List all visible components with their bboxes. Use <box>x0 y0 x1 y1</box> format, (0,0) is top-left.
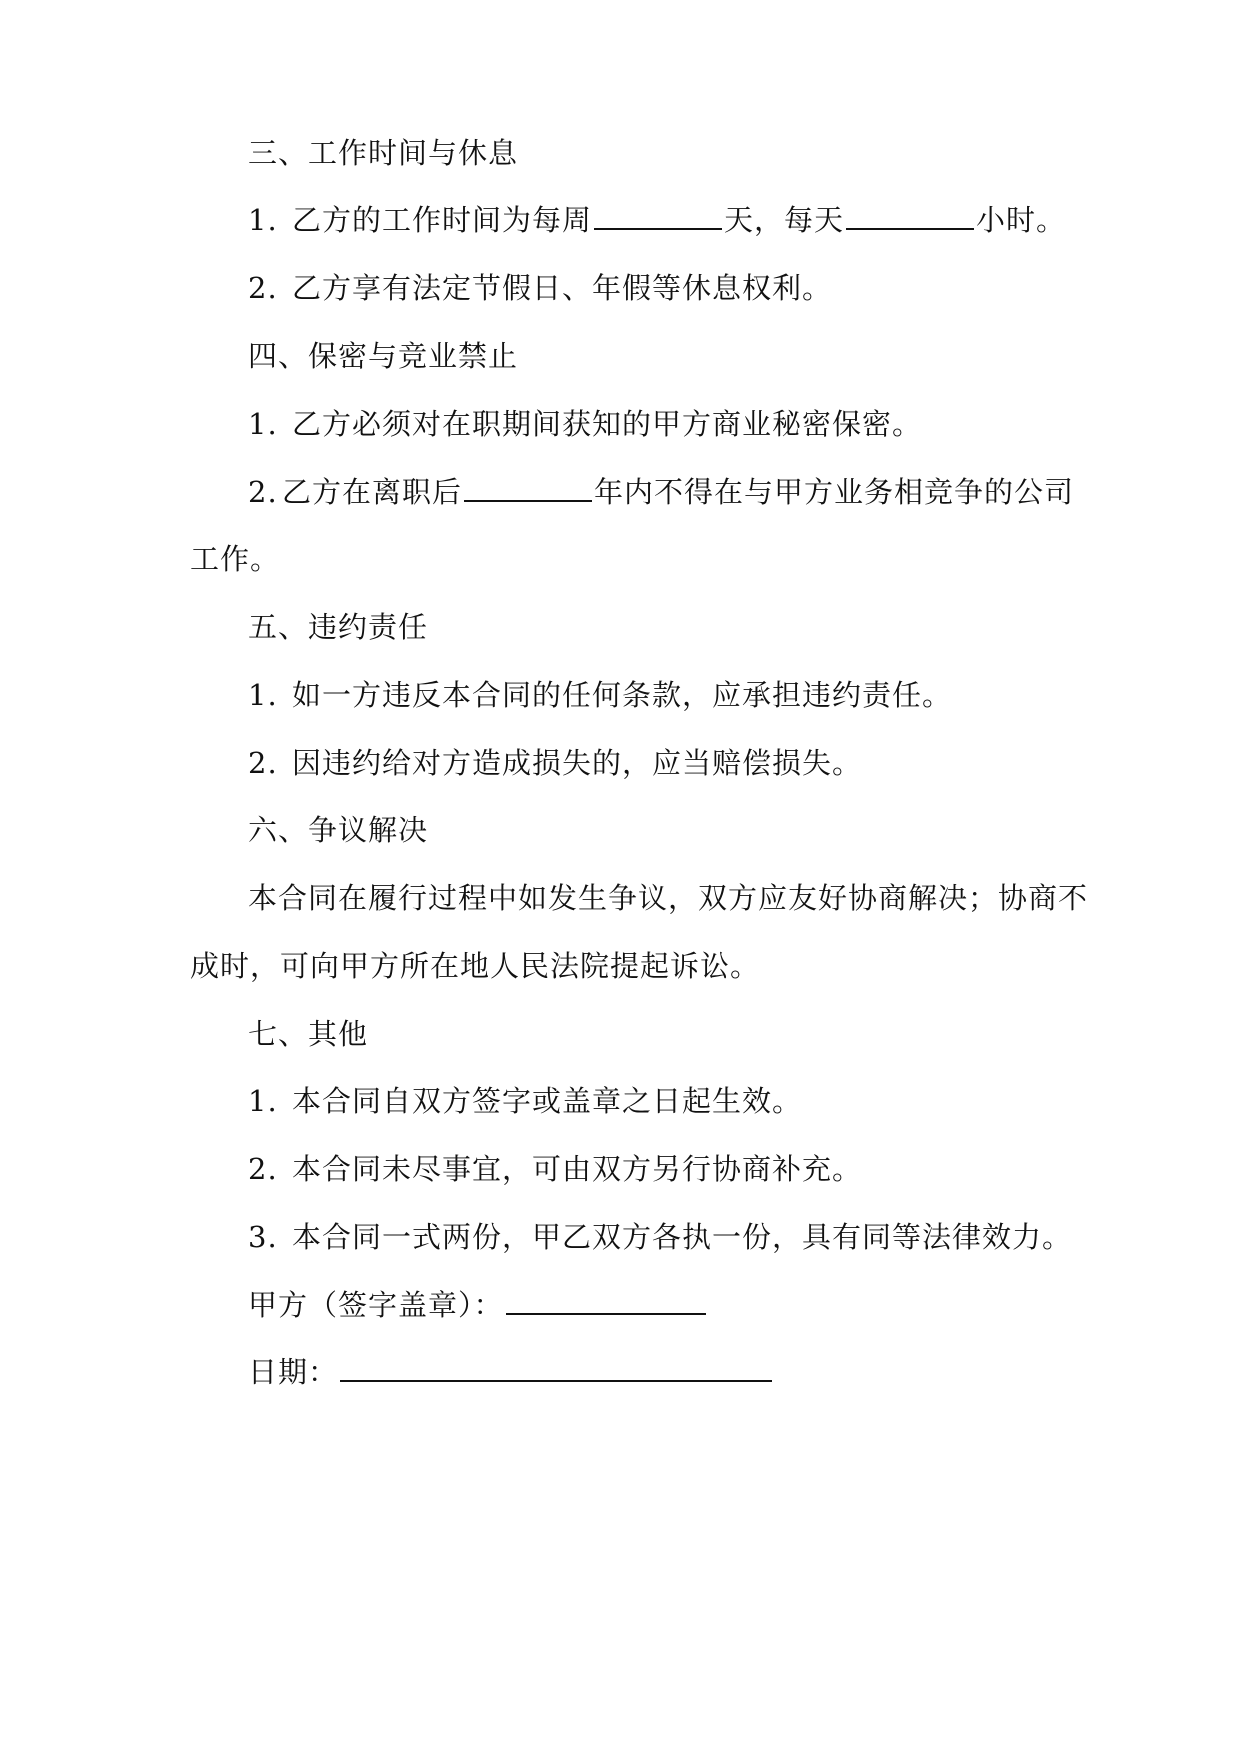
paragraph-text: 成时，可向甲方所在地人民法院提起诉讼。 <box>190 949 761 983</box>
item-number: 1. <box>248 678 278 712</box>
section-7-heading-text: 七、其他 <box>248 1017 369 1051</box>
item-text: 年内不得在与甲方业务相竞争的公司 <box>594 475 1075 509</box>
item-text: 小时。 <box>976 203 1067 237</box>
section-4-item-2 <box>248 474 1074 510</box>
item-text: 工作。 <box>190 542 281 576</box>
section-6-paragraph-line-1 <box>248 880 1088 916</box>
item-number: 2. <box>248 475 278 509</box>
item-number: 2. <box>248 1152 278 1186</box>
item-number: 3. <box>248 1220 278 1254</box>
section-7-item-1 <box>248 1083 802 1119</box>
section-4-item-2-continued <box>190 541 280 577</box>
work-days-blank[interactable] <box>594 202 722 230</box>
item-number: 1. <box>248 407 278 441</box>
item-text: 天，每天 <box>724 203 845 237</box>
paragraph-text: 本合同在履行过程中如发生争议，双方应友好协商解决；协商不 <box>248 881 1089 915</box>
item-text: 乙方的工作时间为每周 <box>292 203 593 237</box>
item-text: 本合同未尽事宜，可由双方另行协商补充。 <box>292 1152 863 1186</box>
section-4-heading-text: 四、保密与竞业禁止 <box>248 339 519 373</box>
section-6-heading-text: 六、争议解决 <box>248 813 429 847</box>
section-6-heading <box>248 812 428 848</box>
item-text: 因违约给对方造成损失的，应当赔偿损失。 <box>292 746 863 780</box>
item-text: 本合同自双方签字或盖章之日起生效。 <box>292 1084 803 1118</box>
item-text: 如一方违反本合同的任何条款，应承担违约责任。 <box>292 678 953 712</box>
item-number: 2. <box>248 271 278 305</box>
party-a-signature-line <box>248 1287 708 1323</box>
section-5-heading <box>248 609 428 645</box>
item-text: 乙方在离职后 <box>282 475 463 509</box>
section-6-paragraph-line-2 <box>190 948 760 984</box>
section-7-heading <box>248 1016 368 1052</box>
section-5-heading-text: 五、违约责任 <box>248 610 429 644</box>
party-a-signature-label: 甲方（签字盖章）： <box>248 1288 504 1322</box>
date-label: 日期： <box>248 1355 339 1389</box>
section-7-item-3 <box>248 1219 1072 1255</box>
date-line <box>248 1354 774 1390</box>
date-blank[interactable] <box>340 1354 772 1382</box>
item-number: 1. <box>248 1084 278 1118</box>
section-4-item-1 <box>248 406 922 442</box>
item-number: 1. <box>248 203 278 237</box>
non-compete-years-blank[interactable] <box>464 474 592 502</box>
section-7-item-2 <box>248 1151 862 1187</box>
work-hours-blank[interactable] <box>846 202 974 230</box>
section-3-item-1 <box>248 202 1066 238</box>
item-text: 乙方必须对在职期间获知的甲方商业秘密保密。 <box>292 407 923 441</box>
item-text: 乙方享有法定节假日、年假等休息权利。 <box>292 271 833 305</box>
party-a-signature-blank[interactable] <box>506 1287 706 1315</box>
item-number: 2. <box>248 746 278 780</box>
section-3-heading <box>248 135 518 171</box>
section-4-heading <box>248 338 518 374</box>
section-5-item-1 <box>248 677 952 713</box>
section-3-heading-text: 三、工作时间与休息 <box>248 136 519 170</box>
section-5-item-2 <box>248 745 862 781</box>
item-text: 本合同一式两份，甲乙双方各执一份，具有同等法律效力。 <box>292 1220 1073 1254</box>
section-3-item-2 <box>248 270 832 306</box>
